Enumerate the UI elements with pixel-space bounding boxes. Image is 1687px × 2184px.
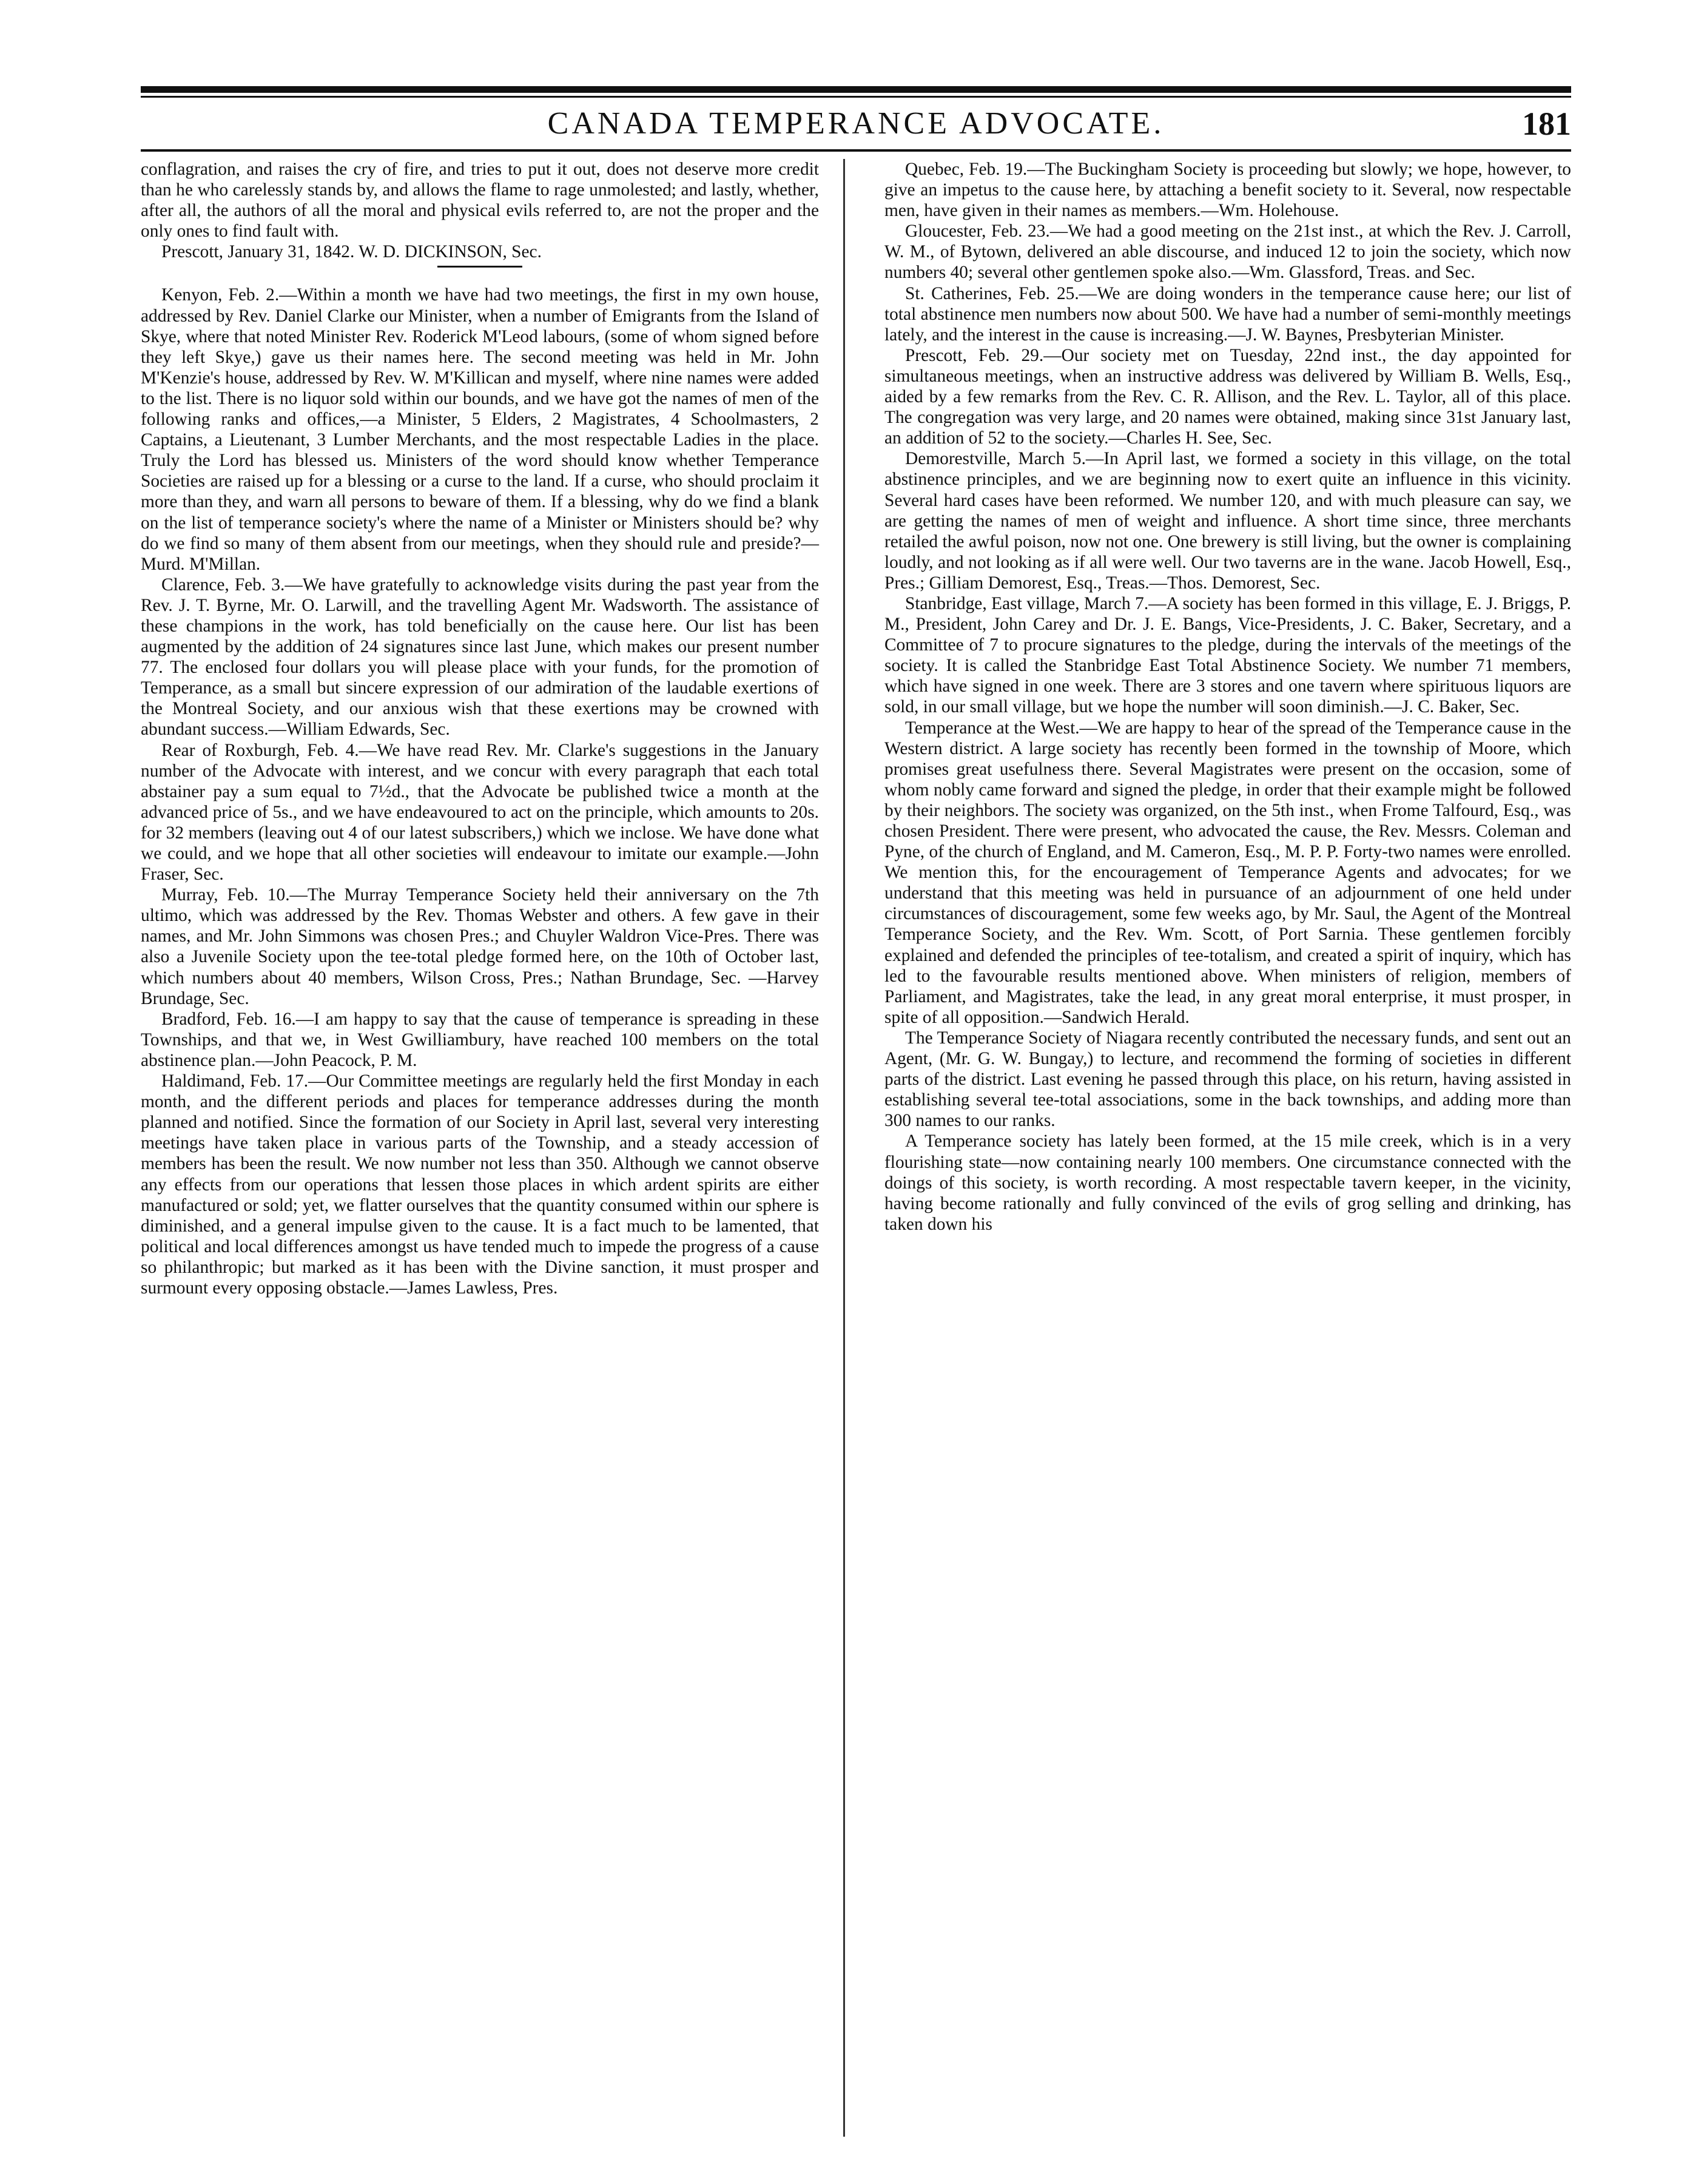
report-bradford: Bradford, Feb. 16.—I am happy to say that the cause of temperance is spreading in these Townships, and that we, in West Gwilliambury, have reached 100 members on the total abstinence plan.—John Peacock, P. M. xyxy=(141,1009,819,1070)
report-gloucester: Gloucester, Feb. 23.—We had a good meeting on the 21st inst., at which the Rev. J. Carroll, W. M., of Bytown, delivered an able discourse, and induced 12 to join the society, which now numbers 40; several other gentlemen spoke also.—Wm. Glassford, Treas. and Sec. xyxy=(884,221,1571,283)
report-haldimand: Haldimand, Feb. 17.—Our Committee meetings are regularly held the first Monday in each month, and the different periods and places for temperance addresses during the month planned and notified. Since the formation of our Society in April last, several very interesting meetings have taken place in various parts of the Township, and a steady accession of members has been the result. We now number not less than 350. Although we cannot observe any effects from our operations that lessen those places in which ardent spirits are either manufactured or sold; yet, we flatter ourselves that the quantity consumed within our sphere is diminished, and a general impulse given to the cause. It is a fact much to be lamented, that political and local differences amongst us have tended much to impede the progress of a cause so philanthropic; but marked as it has been with the Divine sanction, it must prosper and surmount every opposing obstacle.—James Lawless, Pres. xyxy=(141,1071,819,1298)
top-thin-rule xyxy=(141,96,1571,98)
report-kenyon: Kenyon, Feb. 2.—Within a month we have had two meetings, the first in my own house, addressed by Rev. Daniel Clarke our Minister, when a number of Emigrants from the Island of Skye, where that noted Minister Rev. Roderick M'Leod labours, (some of whom signed before they left Skye,) gave us their names here. The second meeting was held in Mr. John M'Kenzie's house, addressed by Rev. W. M'Killican and myself, where nine names were added to the list. There is no liquor sold within our bounds, and we have got the names of men of the following ranks and offices,—a Minister, 5 Elders, 2 Magistrates, 4 Schoolmasters, 2 Captains, a Lieutenant, 3 Lumber Merchants, and the most respectable Ladies in the place. Truly the Lord has blessed us. Ministers of the word should know whether Temperance Societies are raised up for a blessing or a curse to the land. If a curse, who should proclaim it more than they, and warn all persons to beware of them. If a blessing, why do we find a blank on the list of temperance society's where the name of a Minister or Ministers should be? why do we find so many of them absent from our meetings, when they should rule and preside?—Murd. M'Millan. xyxy=(141,285,819,574)
running-head-title: CANADA TEMPERANCE ADVOCATE. xyxy=(547,106,1165,141)
page-number: 181 xyxy=(1522,106,1571,142)
section-divider xyxy=(437,266,522,268)
report-prescott: Prescott, Feb. 29.—Our society met on Tuesday, 22nd inst., the day appointed for simultaneous meetings, when an instructive address was delivered by William B. Wells, Esq., aided by a few remarks from the Rev. C. R. Allison, and the Rev. L. Taylor, all of this place. The congregation was very large, and 20 names were obtained, making since 31st January last, an addition of 52 to the society.—Charles H. See, Sec. xyxy=(884,345,1571,448)
top-double-rule xyxy=(141,86,1571,93)
report-st-catherines: St. Catherines, Feb. 25.—We are doing wonders in the temperance cause here; our list of total abstinence men numbers now about 500. We have had a number of semi-monthly meetings lately, and the interest in the cause is increasing.—J. W. Baynes, Presbyterian Minister. xyxy=(884,283,1571,345)
column-divider xyxy=(843,159,845,2137)
report-stanbridge: Stanbridge, East village, March 7.—A society has been formed in this village, E. J. Briggs, P. M., President, John Carey and Dr. J. E. Bangs, Vice-Presidents, J. C. Baker, Secretary, and a Committee of 7 to procure signatures to the pledge, during the intervals of the meetings of the society. It is called the Stanbridge East Total Abstinence Society. We number 71 members, which have signed in one week. There are 3 stores and one tavern where spirituous liquors are sold, in our small village, but we hope the number will soon diminish.—J. C. Baker, Sec. xyxy=(884,593,1571,717)
article-temperance-at-the-west: Temperance at the West.—We are happy to hear of the spread of the Temperance cause in the Western district. A large society has recently been formed in the township of Moore, which promises great usefulness there. Several Magistrates were present on the occasion, some of whom nobly came forward and signed the pledge, in order that their example might be followed by their neighbors. The society was organized, on the 5th inst., when Frome Talfourd, Esq., was chosen President. There were present, who advocated the cause, the Rev. Messrs. Coleman and Pyne, of the church of England, and M. Cameron, Esq., M. P. P. Forty-two names were enrolled. We mention this, for the encouragement of Temperance Agents and advocates; for we understand that this meeting was held in pursuance of an adjournment of one held under circumstances of discouragement, some few weeks ago, by Mr. Saul, the Agent of the Montreal Temperance Society, and the Rev. Wm. Scott, of Port Sarnia. These gentlemen forcibly explained and defended the principles of tee-totalism, and created a spirit of inquiry, which has led to the favourable results mentioned above. When ministers of religion, members of Parliament, and Magistrates, take the lead, in any great moral enterprise, it must prosper, in spite of all opposition.—Sandwich Herald. xyxy=(884,718,1571,1027)
report-quebec: Quebec, Feb. 19.—The Buckingham Society is proceeding but slowly; we hope, however, to give an impetus to the cause here, by attaching a benefit society to it. Several, now respectable men, have given in their names as members.—Wm. Holehouse. xyxy=(884,160,1571,221)
header-rule xyxy=(141,149,1571,152)
article-signoff: Prescott, January 31, 1842. W. D. DICKINSON, Sec. xyxy=(161,242,542,262)
article-niagara-society: The Temperance Society of Niagara recently contributed the necessary funds, and sent out an Agent, (Mr. G. W. Bungay,) to lecture, and recommend the forming of societies in different parts of the district. Last evening he passed through this place, on his return, having assisted in establishing several tee-total associations, some in the back townships, and adding more than 300 names to our ranks. xyxy=(884,1028,1571,1131)
report-demorestville: Demorestville, March 5.—In April last, we formed a society in this village, on the total abstinence principles, and we are beginning now to exert quite an influence in this vicinity. Several hard cases have been reformed. We number 120, and with much pleasure can say, we are getting the names of men of weight and influence. A short time since, three merchants retailed the awful poison, now not one. One brewery is still living, but the owner is complaining loudly, and not looking as if all were well. Our two taverns are in the wane. Jacob Howell, Esq., Pres.; Gilliam Demorest, Esq., Treas.—Thos. Demorest, Sec. xyxy=(884,449,1571,593)
article-fifteen-mile-creek: A Temperance society has lately been formed, at the 15 mile creek, which is in a very flourishing state—now containing nearly 100 members. One circumstance connected with the doings of this society, is worth recording. A most respectable tavern keeper, in the vicinity, having become rationally and fully convinced of the evils of grog selling and drinking, has taken down his xyxy=(884,1131,1571,1234)
report-rear-of-roxburgh: Rear of Roxburgh, Feb. 4.—We have read Rev. Mr. Clarke's suggestions in the January number of the Advocate with interest, and we concur with every paragraph that each total abstainer pay a sum equal to 7½d., that the Advocate be published twice a month at the advanced price of 5s., and we have endeavoured to act on the principle, which amounts to 20s. for 32 members (leaving out 4 of our latest subscribers,) which we inclose. We have done what we could, and we hope that all other societies will endeavour to imitate our example.—John Fraser, Sec. xyxy=(141,740,819,885)
article-paragraph: conflagration, and raises the cry of fire, and tries to put it out, does not deserve more credit than he who carelessly stands by, and allows the flame to rage unmolested; and lastly, whether, after all, the authors of all the moral and physical evils referred to, are not the proper and the only ones to find fault with. xyxy=(141,160,819,241)
report-murray: Murray, Feb. 10.—The Murray Temperance Society held their anniversary on the 7th ultimo, which was addressed by the Rev. Thomas Webster and others. A few gave in their names, and Mr. John Simmons was chosen Pres.; and Chuyler Waldron Vice-Pres. There was also a Juvenile Society upon the tee-total pledge formed here, on the 10th of October last, which numbers about 40 members, Wilson Cross, Pres.; Nathan Brundage, Sec. —Harvey Brundage, Sec. xyxy=(141,885,819,1008)
report-clarence: Clarence, Feb. 3.—We have gratefully to acknowledge visits during the past year from the Rev. J. T. Byrne, Mr. O. Larwill, and the travelling Agent Mr. Wadsworth. The assistance of these champions in the work, has told beneficially on the cause here. Our list has been augmented by the addition of 24 signatures since last June, which makes our present number 77. The enclosed four dollars you will please place with your funds, for the promotion of Temperance, as a small but sincere expression of our admiration of the laudable exertions of the Montreal Society, and our anxious wish that these exertions may be crowned with abundant success.—William Edwards, Sec. xyxy=(141,575,819,740)
right-column xyxy=(884,159,1571,1235)
left-column xyxy=(141,159,819,1298)
